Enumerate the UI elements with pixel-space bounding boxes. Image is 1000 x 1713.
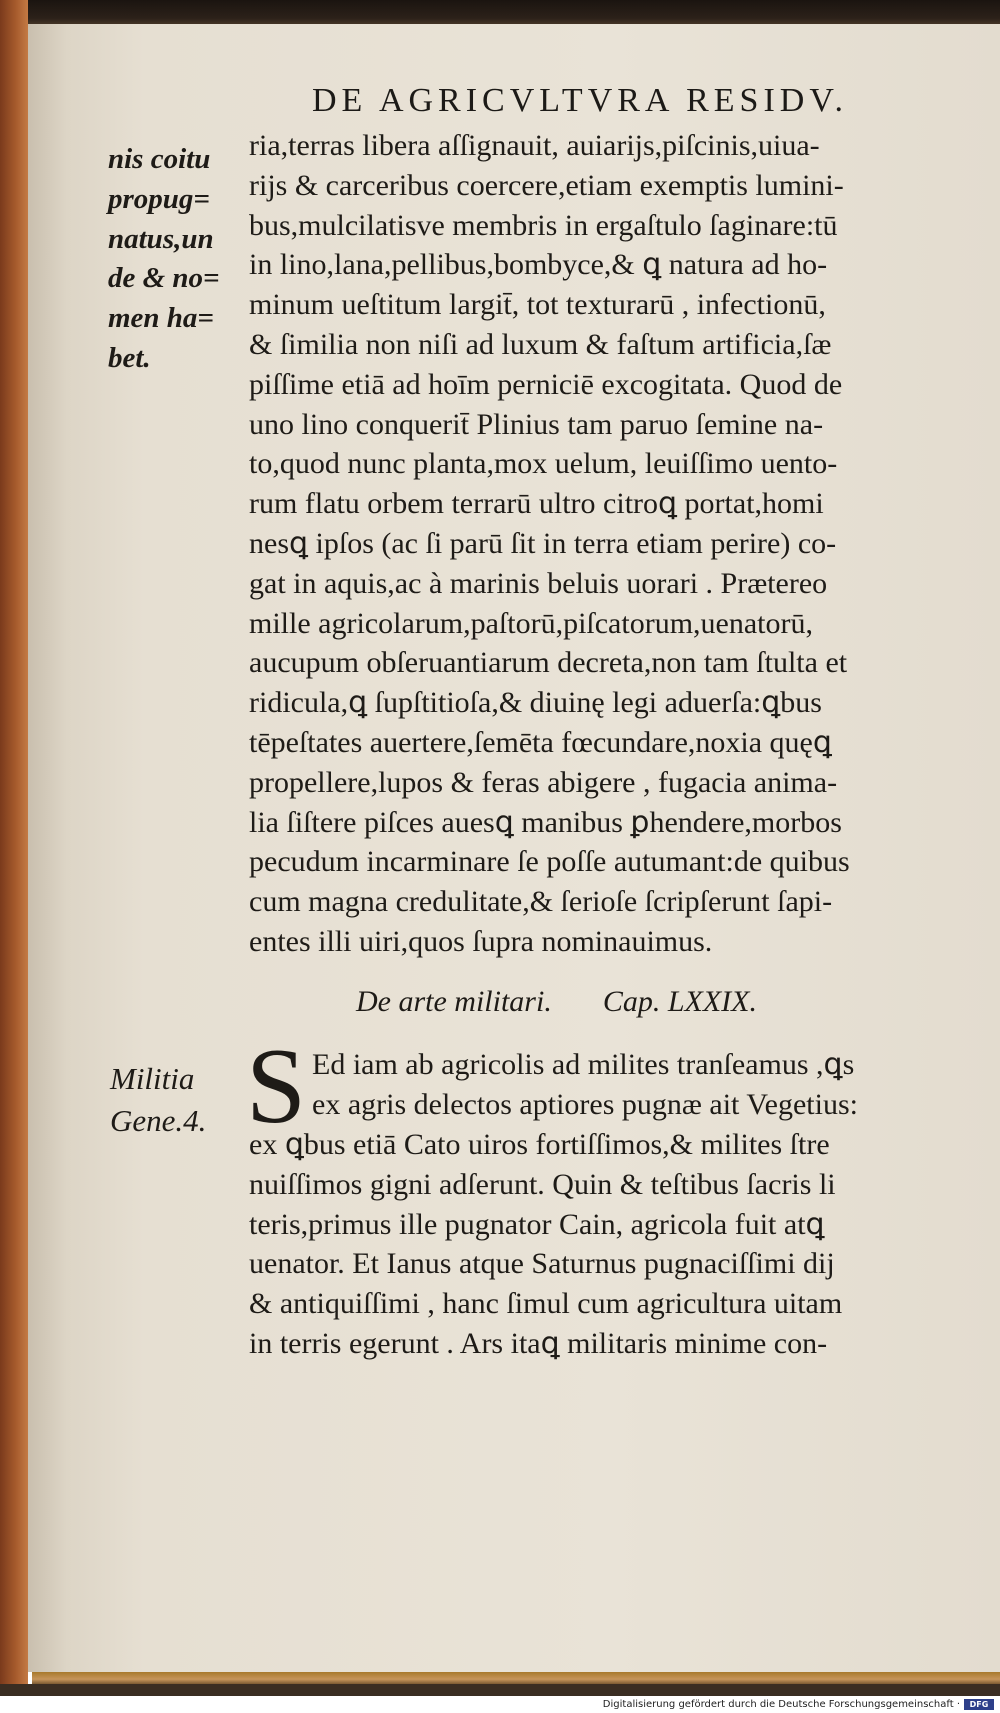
text-line: minum ueſtitum largit̄, tot texturarū , infectionū, (249, 288, 826, 322)
margin-note-2 (110, 1058, 206, 1142)
top-shadow (0, 0, 1000, 26)
text-line: piſſime etiā ad hoīm perniciē excogitata. Quod de (249, 367, 843, 401)
book-binding (0, 0, 28, 1713)
chapter-title: De arte militari. (356, 985, 552, 1018)
text-line: Ed iam ab agricolis ad milites tranſeamus ,ꝗs (312, 1048, 855, 1081)
footer-credit: Digitalisierung gefördert durch die Deutsche Forschungsgemeinschaft · (602, 1699, 960, 1710)
text-line: nesꝗ ipſos (ac ſi parū ſit in terra etiam perire) co- (249, 526, 837, 560)
text-line: pecudum incarminare ſe poſſe autumant:de quibus (249, 845, 850, 879)
body-paragraph-1 (249, 126, 989, 962)
dfg-logo: DFG (964, 1699, 994, 1710)
text-line: teris,primus ille pugnator Cain, agricola fuit atꝗ (249, 1207, 825, 1241)
text-line: cum magna credulitate,& ſerioſe ſcripſerunt ſapi- (249, 885, 833, 919)
text-line: uno lino conquerit̄ Plinius tam paruo ſemine na- (249, 407, 824, 441)
text-line: uenator. Et Ianus atque Saturnus pugnaciſſimi dij (249, 1247, 835, 1281)
margin-note-line: Militia (110, 1061, 195, 1096)
text-line: aucupum obſeruantiarum decreta,non tam ſtulta et (249, 646, 848, 680)
text-line: mille agricolarum,paſtorū,piſcatorum,uenatorū, (249, 606, 813, 640)
text-line: & antiquiſſimi , hanc ſimul cum agricultura uitam (249, 1287, 843, 1321)
running-title: DE AGRICVLTVRA RESIDV. (312, 82, 849, 119)
text-line: rijs & carceribus coercere,etiam exemptis lumini- (249, 168, 844, 202)
margin-note-line: nis coitu (108, 143, 211, 175)
text-line: nuiſſimos gigni adſerunt. Quin & teſtibus ſacris li (249, 1167, 836, 1201)
text-line: in lino,lana,pellibus,bombyce,& ꝗ natura ad ho- (249, 248, 828, 282)
text-line: rum flatu orbem terrarū ultro citroꝗ portat,homi (249, 487, 824, 521)
margin-note-line: men ha= (108, 302, 214, 335)
text-line: to,quod nunc planta,mox uelum, leuiſſimo uento- (249, 447, 838, 481)
chapter-number: Cap. LXXIX. (602, 985, 757, 1018)
page-edge (32, 1672, 1000, 1684)
text-line: in terris egerunt . Ars itaꝗ militaris minime con- (249, 1326, 828, 1360)
margin-note-line: Gene.4. (110, 1103, 207, 1138)
margin-note-line: natus,un (108, 222, 214, 255)
chapter-heading (356, 985, 757, 1019)
text-line: ridicula,ꝗ ſupſtitioſa,& diuinę legi aduerſa:ꝗbus (249, 686, 822, 720)
text-line: tēpeſtates auertere,ſemēta fœcundare,noxia quęꝗ (249, 725, 832, 759)
text-line: lia ſiſtere piſces auesꝗ manibus ꝑhendere,morbos (249, 805, 842, 839)
text-line: gat in aquis,ac à marinis beluis uorari . Prætereo (249, 566, 828, 600)
section-2-opening (312, 1045, 858, 1125)
text-line: ex agris delectos aptiores pugnæ ait Vegetius: (312, 1087, 858, 1121)
text-line: ria,terras libera aſſignauit, auiarijs,piſcinis,uiua- (249, 129, 820, 162)
margin-note-line: propug= (108, 182, 210, 215)
text-line: bus,mulcilatisve membris in ergaſtulo ſaginare:tū (249, 208, 838, 242)
margin-note-1 (108, 140, 220, 379)
text-line: propellere,lupos & feras abigere , fugacia anima- (249, 765, 838, 799)
drop-cap: S (246, 1027, 307, 1146)
margin-note-line: bet. (108, 341, 151, 374)
text-line: entes illi uiri,quos ſupra nominauimus. (249, 924, 713, 958)
body-paragraph-2 (249, 1125, 989, 1364)
text-line: ex ꝗbus etiā Cato uiros fortiſſimos,& milites ſtre (249, 1128, 830, 1161)
text-line: & ſimilia non niſi ad luxum & faſtum artificia,ſæ (249, 327, 832, 361)
margin-note-line: de & no= (108, 262, 220, 295)
